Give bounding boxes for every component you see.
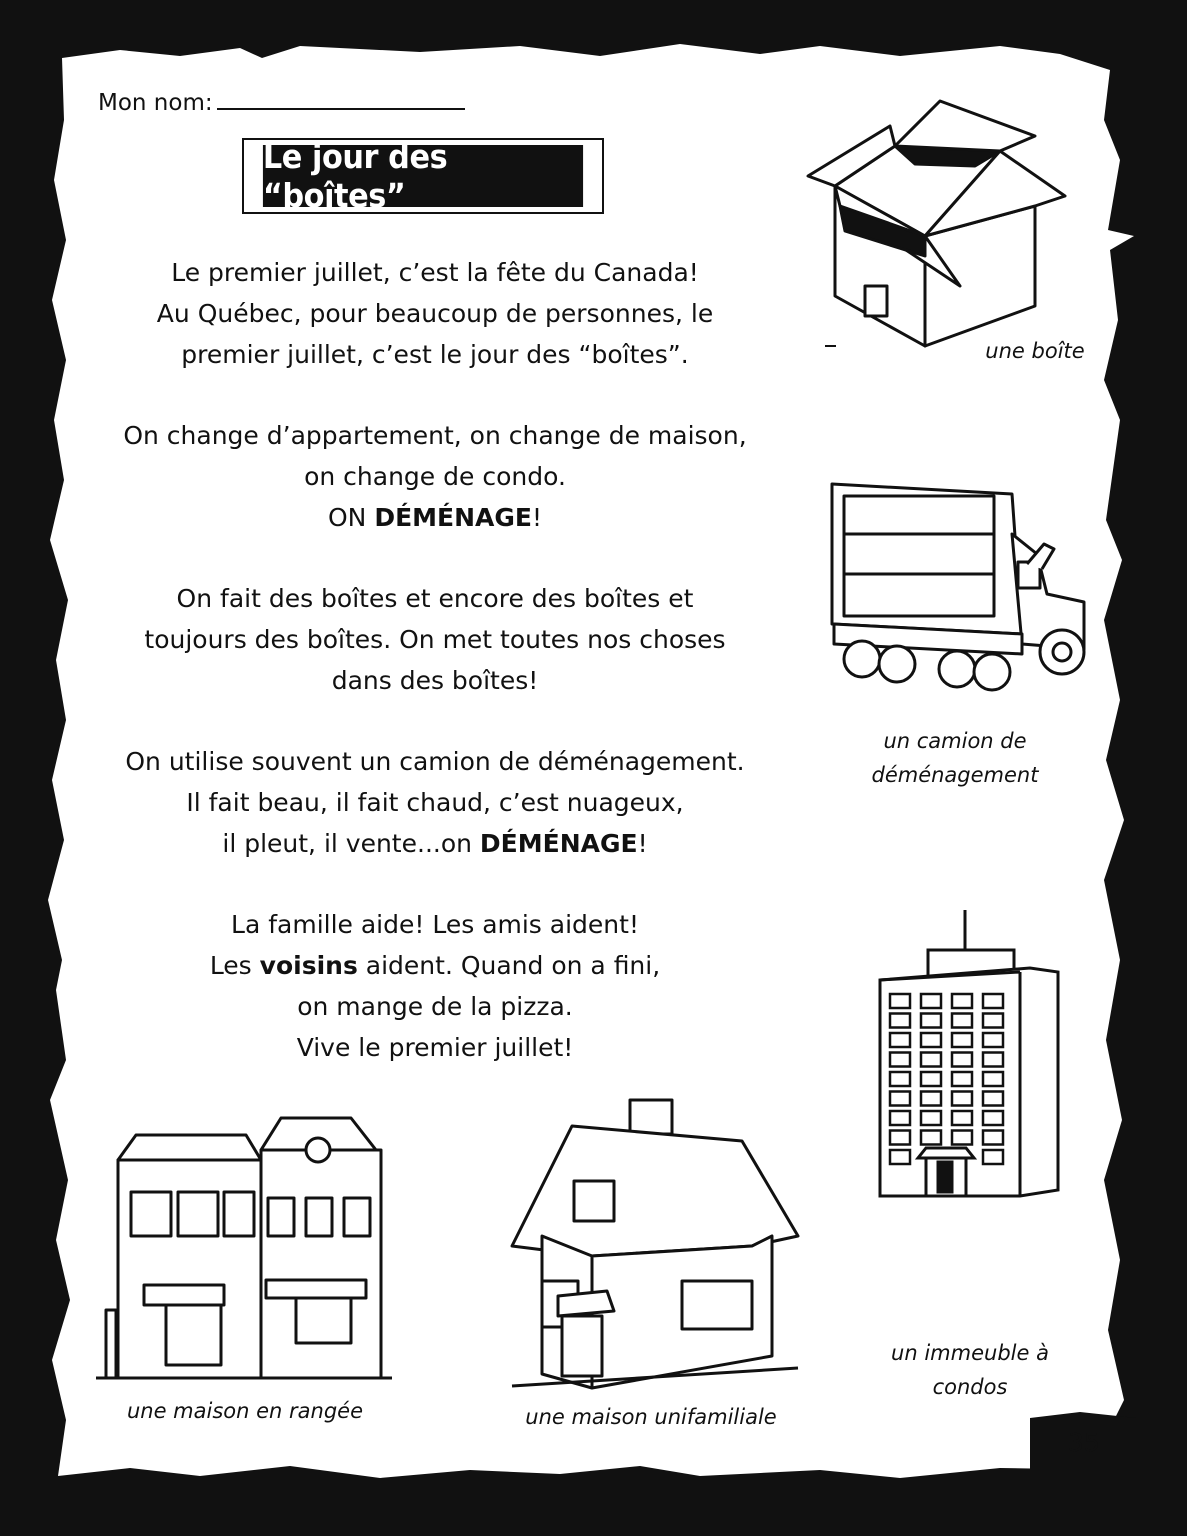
condo-window	[890, 1131, 910, 1145]
story-line	[100, 782, 770, 823]
name-blank-line[interactable]	[217, 88, 465, 110]
box-illustration	[800, 96, 1080, 356]
story-text-segment: Il fait beau, il fait chaud, c’est nuageux,	[186, 788, 684, 817]
story-text-segment: Vive le premier juillet!	[296, 1033, 574, 1062]
story-text-segment: on mange de la pizza.	[297, 992, 573, 1021]
condo-window	[921, 1072, 941, 1086]
condo-window	[952, 994, 972, 1008]
caption-building-line-2: condos	[932, 1375, 1008, 1399]
row-house-illustration	[96, 1110, 392, 1382]
caption-box: une boîte	[985, 339, 1085, 363]
condo-window	[921, 1053, 941, 1067]
story-line	[100, 741, 770, 782]
condo-window	[890, 1150, 910, 1164]
story-bold-word: voisins	[259, 951, 358, 980]
story-line	[100, 293, 770, 334]
story-text-segment: Les	[209, 951, 260, 980]
condo-window	[921, 1111, 941, 1125]
story-text-segment: La famille aide! Les amis aident!	[231, 910, 639, 939]
condo-window	[983, 1131, 1003, 1145]
condo-window	[921, 994, 941, 1008]
condo-window	[952, 1092, 972, 1106]
caption-truck-line-1: un camion de	[883, 729, 1027, 753]
condo-window	[921, 1033, 941, 1047]
condo-window	[921, 1014, 941, 1028]
story-text-segment: dans des boîtes!	[331, 666, 539, 695]
story-paragraph	[100, 578, 770, 701]
story-text-segment: On fait des boîtes et encore des boîtes et	[176, 584, 694, 613]
caption-building	[870, 1336, 1070, 1404]
story-text-segment: On change d’appartement, on change de maison,	[123, 421, 747, 450]
story-line	[100, 456, 770, 497]
story-text-segment: !	[637, 829, 648, 858]
story-line	[100, 415, 770, 456]
condo-window	[983, 1092, 1003, 1106]
story-text	[100, 252, 770, 1108]
name-label: Mon nom:	[98, 90, 213, 116]
moving-truck-illustration	[822, 474, 1102, 696]
story-text-segment: !	[531, 503, 542, 532]
condo-window	[890, 1072, 910, 1086]
story-paragraph	[100, 904, 770, 1068]
story-text-segment: ON	[327, 503, 375, 532]
story-text-segment: il pleut, il vente...on	[222, 829, 480, 858]
story-paragraph	[100, 415, 770, 538]
condo-window	[890, 1033, 910, 1047]
condo-window	[983, 1111, 1003, 1125]
condo-window	[952, 1014, 972, 1028]
caption-truck	[850, 724, 1060, 792]
condo-window	[952, 1053, 972, 1067]
condo-window	[952, 1111, 972, 1125]
story-line	[100, 986, 770, 1027]
condo-window	[952, 1072, 972, 1086]
story-text-segment: aident. Quand on a fini,	[357, 951, 661, 980]
story-line	[100, 497, 770, 538]
caption-building-line-1: un immeuble à	[891, 1341, 1049, 1365]
condo-window	[890, 1111, 910, 1125]
story-line	[100, 823, 770, 864]
story-line	[100, 904, 770, 945]
condo-window	[983, 1033, 1003, 1047]
condo-window	[890, 1053, 910, 1067]
condo-window	[952, 1033, 972, 1047]
condo-window	[983, 1150, 1003, 1164]
story-line	[100, 619, 770, 660]
caption-row-house: une maison en rangée	[126, 1399, 364, 1423]
story-line	[100, 252, 770, 293]
condo-window	[890, 994, 910, 1008]
story-text-segment: on change de condo.	[304, 462, 566, 491]
name-field	[98, 88, 465, 116]
title-box	[242, 138, 604, 214]
story-paragraph	[100, 741, 770, 864]
condo-window	[983, 994, 1003, 1008]
story-bold-word: DÉMÉNAGE	[374, 503, 532, 532]
condo-window	[983, 1014, 1003, 1028]
condo-window	[921, 1092, 941, 1106]
condo-building-illustration	[870, 910, 1066, 1210]
story-line	[100, 660, 770, 701]
story-text-segment: Le premier juillet, c’est la fête du Canada!	[171, 258, 699, 287]
story-line	[100, 334, 770, 375]
condo-window	[921, 1131, 941, 1145]
story-text-segment: premier juillet, c’est le jour des “boîtes”.	[181, 340, 689, 369]
story-text-segment: toujours des boîtes. On met toutes nos choses	[144, 625, 726, 654]
caption-single-house: une maison unifamiliale	[525, 1405, 777, 1429]
story-bold-word: DÉMÉNAGE	[479, 829, 638, 858]
single-house-illustration	[502, 1096, 808, 1392]
page-title: Le jour des “boîtes”	[263, 145, 583, 207]
condo-window	[890, 1092, 910, 1106]
story-line	[100, 578, 770, 619]
story-line	[100, 945, 770, 986]
condo-window	[952, 1131, 972, 1145]
condo-window	[983, 1053, 1003, 1067]
condo-window	[983, 1072, 1003, 1086]
story-line	[100, 1027, 770, 1068]
page-number: 35	[1068, 1428, 1100, 1457]
condo-window	[890, 1014, 910, 1028]
caption-truck-line-2: déménagement	[871, 763, 1039, 787]
story-text-segment: On utilise souvent un camion de déménagement.	[125, 747, 745, 776]
story-text-segment: Au Québec, pour beaucoup de personnes, le	[156, 299, 714, 328]
story-paragraph	[100, 252, 770, 375]
